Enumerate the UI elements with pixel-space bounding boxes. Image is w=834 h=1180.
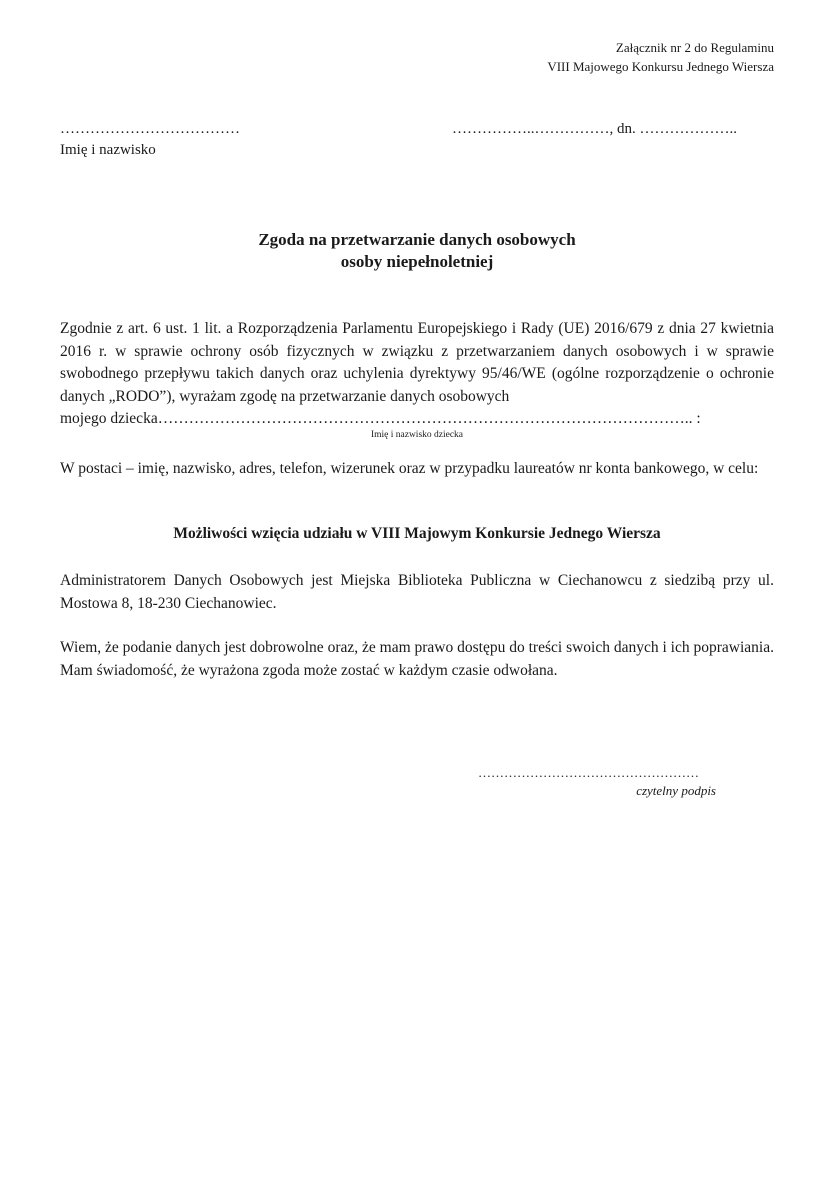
attachment-line-2: VIII Majowego Konkursu Jednego Wiersza [547,59,774,74]
signature-label: czytelny podpis [636,783,716,798]
consent-text: Zgodnie z art. 6 ust. 1 lit. a Rozporządzenia Parlamentu Europejskiego i Rady (UE) 2016/679 z dnia 27 kwietnia 2016 r. w sprawie ochrony osób fizycznych w związku z przetwarzaniem danych osobowych i w sprawie swobodnego przepływu takich danych oraz uchylenia dyrektywy 95/46/WE (ogólne rozporządzenie o ochronie danych „RODO”), wyrażam zgodę na przetwarzanie danych osobowych [60,320,774,405]
name-fill-line: ……………………………… [60,121,240,137]
scope-paragraph: W postaci – imię, nazwisko, adres, telefon, wizerunek oraz w przypadku laureatów nr konta bankowego, w celu: [60,460,759,477]
document-title [0,229,834,273]
attachment-line-1: Załącznik nr 2 do Regulaminu [615,40,774,55]
child-name-caption: Imię i nazwisko dziecka [370,430,464,440]
child-name-fill-line: mojego dziecka………………………………………………………………………………………….. : [60,410,701,427]
name-label: Imię i nazwisko [60,142,156,158]
place-date-fill-line: ……………..……………, dn. ……………….. [452,121,737,137]
attachment-header [547,38,774,76]
title-line-2: osoby niepełnoletniej [340,252,494,271]
rights-paragraph: Wiem, że podanie danych jest dobrowolne oraz, że mam prawo dostępu do treści swoich danych i ich poprawiania. Mam świadomość, że wyrażona zgoda może zostać w każdym czasie odwołana. [60,639,774,679]
signature-fill-line: …………………………………………… [478,765,699,780]
title-line-1: Zgoda na przetwarzanie danych osobowych [258,230,576,249]
consent-paragraph [60,318,774,431]
purpose-heading: Możliwości wzięcia udziału w VIII Majowym Konkursie Jednego Wiersza [173,525,661,542]
administrator-paragraph: Administratorem Danych Osobowych jest Miejska Biblioteka Publiczna w Ciechanowcu z siedzibą przy ul. Mostowa 8, 18-230 Ciechanowiec. [60,572,774,612]
